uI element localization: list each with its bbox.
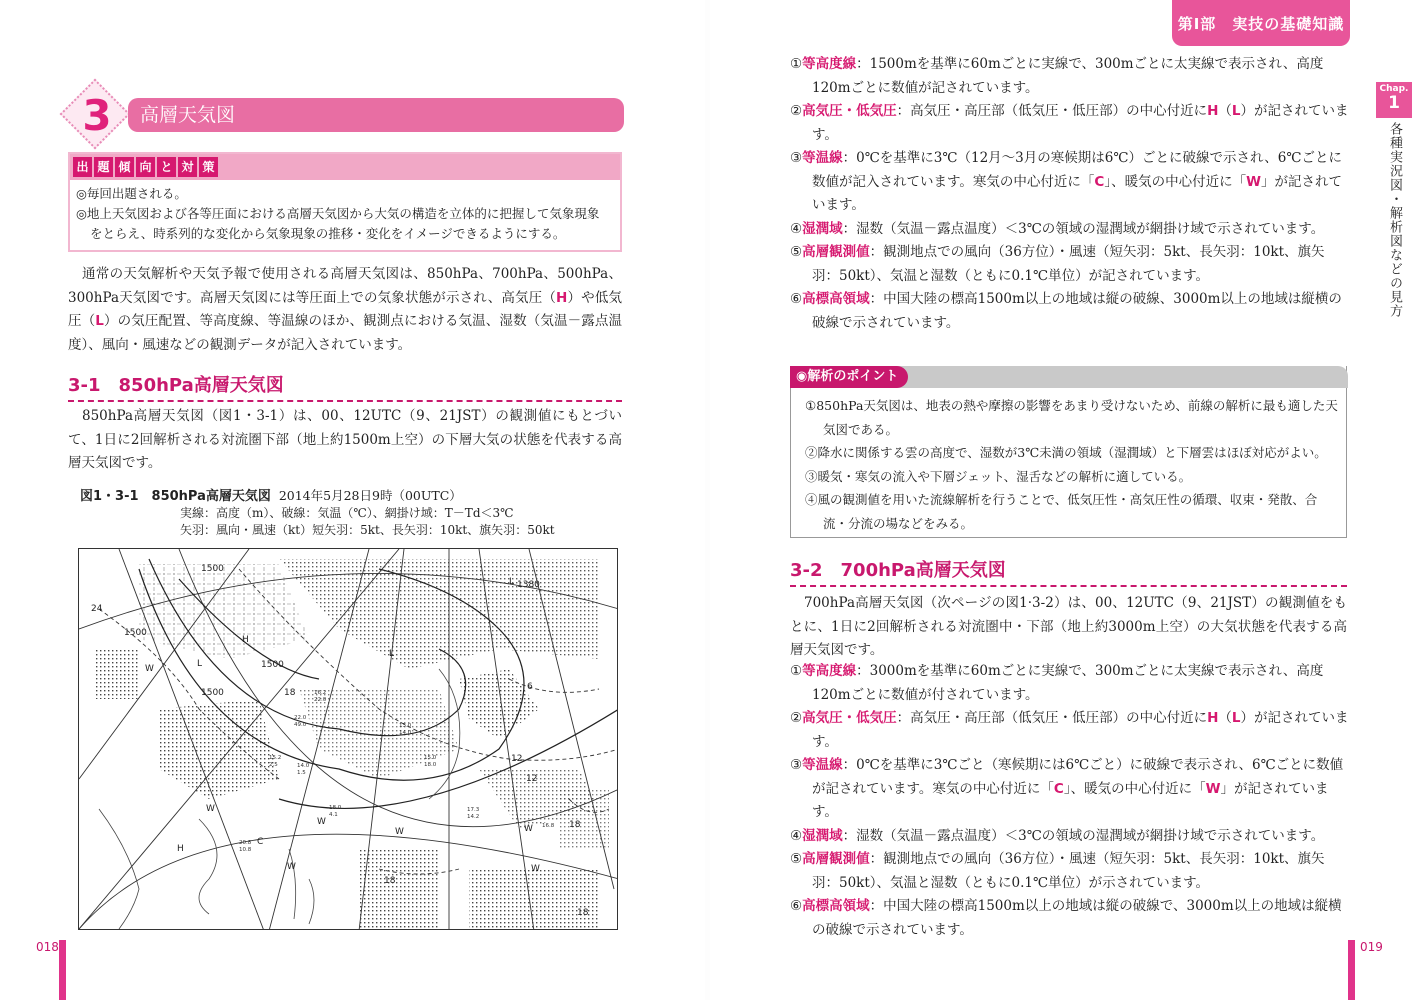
point-item: ②降水に関係する雲の高度で、湿数が3℃未満の領域（湿潤域）と下層雲はほぼ対応がよい。	[805, 445, 1327, 460]
chapter-tag: Chap.	[1379, 84, 1409, 94]
figure-caption	[80, 487, 555, 539]
intro-text: ）や低気圧（	[68, 289, 623, 329]
svg-text:W: W	[317, 817, 326, 827]
low-symbol: L	[95, 313, 104, 329]
svg-text:6: 6	[527, 682, 533, 692]
item-term: 高気圧・低気圧	[802, 103, 897, 119]
list-item	[790, 825, 1350, 849]
points-header	[790, 366, 1348, 388]
item-text: ：中国大陸の標高1500m以上の地域は縦の破線で、3000m以上の地域は縦横の破線で示されています。	[812, 898, 1342, 938]
svg-text:L: L	[389, 649, 395, 659]
svg-text:20.8: 20.8	[239, 840, 252, 846]
list-item	[790, 707, 1350, 754]
svg-text:H: H	[242, 635, 249, 645]
svg-text:1380: 1380	[517, 580, 540, 590]
item-number: ④	[790, 827, 803, 844]
item-text: 」が記されています。	[812, 780, 1329, 820]
svg-text:L: L	[509, 577, 515, 587]
trend-header	[70, 154, 620, 180]
svg-text:W: W	[145, 664, 154, 674]
warm-symbol: W	[1246, 173, 1261, 190]
svg-text:16.2: 16.2	[314, 690, 327, 696]
page-edge-bar	[59, 940, 66, 1000]
subsection-heading-850: 3-1 850hPa高層天気図	[68, 371, 622, 402]
item-text: ：湿数（気温－露点温度）＜3℃の領域の湿潤域が網掛け域で示されています。	[842, 827, 1325, 844]
item-number: ①	[790, 663, 803, 679]
item-number: ④	[790, 220, 803, 237]
exam-trend-box	[68, 152, 622, 252]
section-number: 3	[82, 91, 112, 140]
item-number: ①	[790, 56, 803, 72]
figure-date: 2014年5月28日9時（00UTC）	[278, 488, 462, 503]
svg-text:18: 18	[384, 876, 396, 886]
svg-text:W: W	[287, 862, 296, 872]
item-term: 高標高領域	[802, 898, 870, 914]
item-term: 高標高領域	[802, 291, 870, 307]
trend-chip: 対	[178, 157, 197, 177]
svg-text:14.2: 14.2	[467, 814, 480, 820]
page-number-right: 019	[1360, 940, 1383, 954]
list-item	[790, 53, 1350, 100]
point-item: ③暖気・寒気の流入や下層ジェット、湿舌などの解析に適している。	[805, 468, 1192, 484]
trend-chip: と	[157, 157, 176, 177]
cold-symbol: C	[1094, 173, 1105, 190]
item-text: （	[1218, 710, 1232, 726]
item-term: 等温線	[802, 757, 843, 773]
svg-text:W: W	[531, 864, 540, 874]
svg-text:16.8: 16.8	[542, 823, 555, 829]
subsection-heading-700: 3-2 700hPa高層天気図	[790, 556, 1347, 587]
item-text: ：3000mを基準に60mごとに実線で、300mごとに太実線で表示され、高度120mごとに数値が付されています。	[812, 663, 1324, 703]
svg-text:1500: 1500	[201, 564, 224, 574]
list-item	[790, 241, 1350, 288]
item-text: ：湿数（気温－露点温度）＜3℃の領域の湿潤域が網掛け域で示されています。	[842, 220, 1325, 237]
list-item	[790, 100, 1350, 147]
list-700hpa	[790, 660, 1350, 942]
section-heading	[66, 85, 626, 147]
item-number: ⑤	[790, 851, 803, 867]
item-text: ：0℃を基準に3℃ごと（寒候期には6℃ごと）に破線で表示され、6℃ごとに数値が記されています。寒気の中心付近に「	[812, 757, 1344, 797]
chapter-badge	[1376, 82, 1412, 118]
point-item: ④風の観測値を用いた流線解析を行うことで、低気圧性・高気圧性の循環、収束・発散、合流・分流の場などをみる。	[805, 492, 1318, 531]
item-term: 等高度線	[802, 663, 857, 679]
svg-text:L: L	[197, 659, 203, 669]
points-label: ◉解析のポイント	[790, 366, 908, 388]
item-text: ）が記されています。	[812, 710, 1349, 750]
svg-text:12: 12	[526, 774, 538, 784]
svg-text:14.0: 14.0	[297, 763, 310, 769]
list-item	[790, 660, 1350, 707]
low-symbol: L	[1231, 103, 1241, 119]
item-term: 湿潤域	[802, 827, 843, 844]
high-symbol: H	[1207, 710, 1219, 726]
list-item	[790, 147, 1350, 218]
chapter-title-vertical: 各種実況図・解析図などの見方	[1387, 122, 1402, 318]
trend-chip: 出	[73, 157, 92, 177]
page-edge-bar	[1348, 940, 1355, 1000]
item-text: （	[1218, 103, 1232, 119]
figure-label: 図1・3-1 850hPa高層天気図	[80, 489, 271, 504]
list-item	[790, 218, 1350, 242]
high-symbol: H	[556, 289, 568, 306]
svg-text:10.8: 10.8	[239, 847, 252, 853]
svg-text:15.2: 15.2	[269, 755, 282, 761]
cold-symbol: C	[1053, 780, 1064, 797]
item-text: ：高気圧・高圧部（低気圧・低圧部）の中心付近に	[896, 103, 1208, 119]
intro-text: ）の気圧配置、等高度線、等温線のほか、観測点における気温、湿数（気温－露点温度）、風向・風速などの観測データが記入されています。	[68, 313, 623, 353]
item-number: ③	[790, 150, 803, 166]
item-term: 高気圧・低気圧	[802, 710, 897, 726]
figure-legend-line: 実線：高度（m）、破線：気温（℃）、網掛け域：T－Td＜3℃	[180, 506, 514, 520]
svg-text:18.0: 18.0	[329, 805, 342, 811]
svg-text:1.5: 1.5	[297, 770, 306, 776]
svg-text:1500: 1500	[261, 660, 284, 670]
svg-text:14.0: 14.0	[399, 730, 412, 736]
item-text: 」、暖気の中心付近に「	[1104, 173, 1247, 190]
svg-text:W: W	[395, 827, 404, 837]
svg-text:4.1: 4.1	[329, 812, 338, 818]
points-body	[805, 394, 1340, 535]
item-text: ：中国大陸の標高1500m以上の地域は縦の破線、3000m以上の地域は縦横の破線で示されています。	[812, 291, 1342, 331]
svg-text:1500: 1500	[201, 688, 224, 698]
svg-text:13.0: 13.0	[399, 723, 412, 729]
trend-chip: 向	[136, 157, 155, 177]
trend-body	[70, 180, 620, 248]
item-text: ：高気圧・高圧部（低気圧・低圧部）の中心付近に	[896, 710, 1208, 726]
item-number: ⑥	[790, 898, 803, 914]
page-number-left: 018	[36, 940, 59, 954]
warm-symbol: W	[1205, 780, 1221, 797]
list-item	[790, 754, 1350, 825]
trend-chip: 傾	[115, 157, 134, 177]
trend-line: をとらえ、時系列的な変化から気象現象の推移・変化をイメージできるようにする。	[90, 226, 566, 241]
svg-text:18.0: 18.0	[424, 762, 437, 768]
svg-text:15.0: 15.0	[424, 755, 437, 761]
subsection-850-body: 850hPa高層天気図（図1・3-1）は、00、12UTC（9、21JST）の観測値にもとづいて、1日に2回解析される対流圏下部（地上約1500m上空）の下層大気の状態を代表する高層天気図です。	[68, 408, 622, 471]
svg-text:2.5: 2.5	[269, 762, 278, 768]
svg-text:W: W	[206, 804, 215, 814]
part-header-tab: 第Ⅰ部 実技の基礎知識	[1172, 0, 1350, 46]
figure-legend-line: 矢羽：風向・風速（kt）短矢羽：5kt、長矢羽：10kt、旗矢羽：50kt	[180, 523, 555, 537]
svg-text:18: 18	[577, 908, 589, 918]
item-number: ③	[790, 757, 803, 773]
svg-text:12: 12	[511, 754, 523, 764]
chapter-number: 1	[1388, 93, 1400, 113]
item-text: ：観測地点での風向（36方位）・風速（短矢羽：5kt、長矢羽：10kt、旗矢羽：50kt）、気温と湿数（ともに0.1℃単位）が示されています。	[812, 851, 1325, 891]
point-item: ①850hPa天気図は、地表の熱や摩擦の影響をあまり受けないため、前線の解析に最も適した天気図である。	[805, 398, 1338, 437]
svg-text:C: C	[257, 837, 264, 847]
svg-text:18: 18	[284, 688, 296, 698]
intro-paragraph	[68, 263, 622, 357]
trend-chip: 題	[94, 157, 113, 177]
low-symbol: L	[1231, 710, 1241, 726]
item-text: ：1500mを基準に60mごとに実線で、300mごとに太実線で表示され、高度120mごとに数値が記されています。	[812, 56, 1324, 96]
high-symbol: H	[1207, 103, 1219, 119]
item-number: ②	[790, 710, 803, 726]
item-number: ⑤	[790, 244, 803, 260]
svg-text:W: W	[524, 824, 533, 834]
svg-text:24: 24	[91, 604, 103, 614]
list-850hpa	[790, 53, 1350, 335]
weather-map-850hpa	[78, 548, 618, 930]
item-text: ）が記されています。	[812, 103, 1349, 143]
list-item	[790, 288, 1350, 335]
intro-text: 通常の天気解析や天気予報で使用される高層天気図は、850hPa、700hPa、500hPa、300hPa天気図です。高層天気図には等圧面上での気象状態が示され、高気圧（	[68, 266, 622, 306]
svg-text:18: 18	[569, 820, 581, 830]
item-number: ②	[790, 103, 803, 119]
weather-map-graphic	[79, 549, 618, 930]
item-text: 」が記されています。	[812, 173, 1342, 213]
item-number: ⑥	[790, 291, 803, 307]
subsection-700-body: 700hPa高層天気図（次ページの図1·3-2）は、00、12UTC（9、21JST）の観測値をもとに、1日に2回解析される対流圏中・下部（地上約3000m上空）の大気状態を代表する高層天気図です。	[790, 595, 1347, 658]
section-title: 高層天気図	[128, 98, 624, 132]
item-text: 」、暖気の中心付近に「	[1063, 780, 1206, 797]
item-term: 等高度線	[802, 56, 857, 72]
trend-chip: 策	[199, 157, 218, 177]
svg-text:22.0: 22.0	[314, 697, 327, 703]
item-term: 湿潤域	[802, 220, 843, 237]
trend-line: ◎毎回出題される。	[76, 186, 187, 201]
item-term: 等温線	[802, 150, 843, 166]
item-term: 高層観測値	[802, 851, 870, 867]
item-text: ：観測地点での風向（36方位）・風速（短矢羽：5kt、長矢羽：10kt、旗矢羽：50kt）、気温と湿数（ともに0.1℃単位）が記されています。	[812, 244, 1325, 284]
svg-text:H: H	[177, 844, 184, 854]
list-item	[790, 895, 1350, 942]
svg-text:1500: 1500	[124, 628, 147, 638]
svg-text:22.0: 22.0	[294, 715, 307, 721]
item-text: ：0℃を基準に3℃（12月～3月の寒候期は6℃）ごとに破線で示され、6℃ごとに数値が記入されています。寒気の中心付近に「	[812, 150, 1342, 190]
svg-text:49.0: 49.0	[294, 722, 307, 728]
svg-text:17.3: 17.3	[467, 807, 480, 813]
analysis-points-box	[790, 366, 1347, 538]
list-item	[790, 848, 1350, 895]
item-term: 高層観測値	[802, 244, 870, 260]
trend-line: ◎地上天気図および各等圧面における高層天気図から大気の構造を立体的に把握して気象現象	[76, 206, 600, 221]
